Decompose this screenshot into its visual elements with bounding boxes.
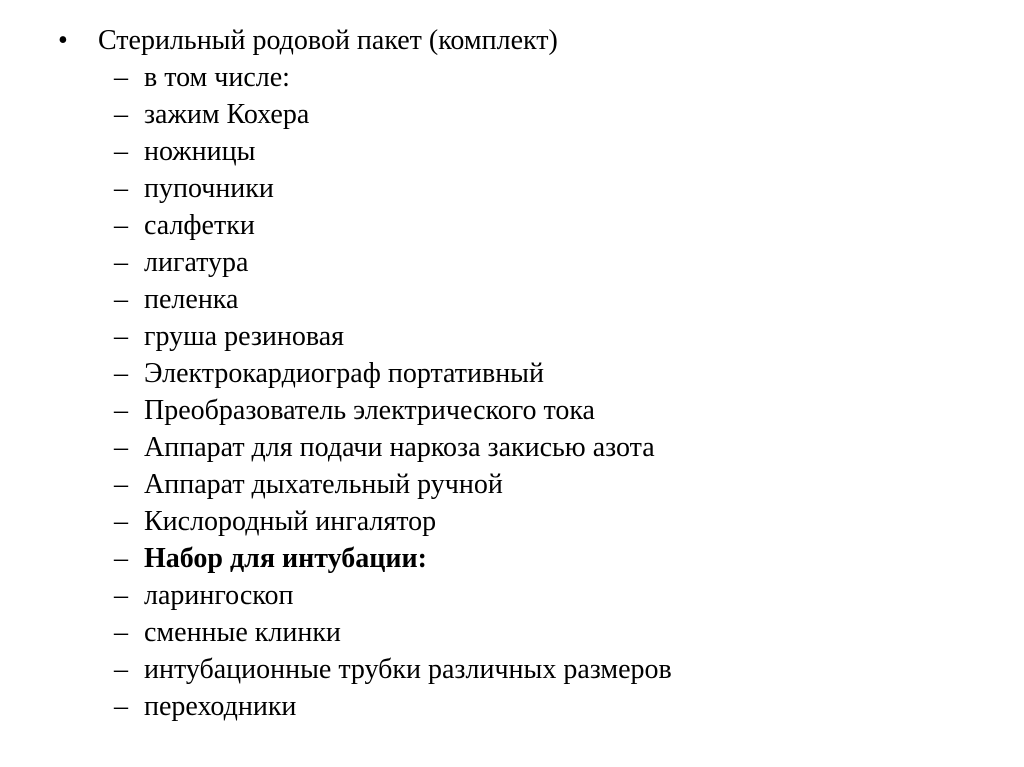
list-item-text: пупочники xyxy=(144,173,274,204)
list-item-text: Аппарат для подачи наркоза закисью азота xyxy=(144,432,655,463)
dash-marker: – xyxy=(114,691,128,722)
list-item-text: лигатура xyxy=(144,247,249,278)
dash-marker: – xyxy=(114,284,128,315)
dash-marker: – xyxy=(114,173,128,204)
list-item-text: Кислородный ингалятор xyxy=(144,506,437,537)
dash-marker: – xyxy=(114,506,128,537)
dash-marker: – xyxy=(114,247,128,278)
list-item-text: зажим Кохера xyxy=(144,99,310,130)
list-item-text: Стерильный родовой пакет (комплект) xyxy=(98,25,558,56)
dash-marker: – xyxy=(114,321,128,352)
dash-marker: – xyxy=(114,99,128,130)
list-item-text: пеленка xyxy=(144,284,239,315)
list-item-text: Набор для интубации: xyxy=(144,543,428,574)
list-item-text: ларингоскоп xyxy=(144,580,294,611)
dash-marker: – xyxy=(114,654,128,685)
dash-marker: – xyxy=(114,432,128,463)
dash-marker: – xyxy=(114,395,128,426)
list-item-text: переходники xyxy=(144,691,297,722)
bullet-marker: • xyxy=(58,25,68,56)
list-item-text: сменные клинки xyxy=(144,617,341,648)
list-item-text: в том числе: xyxy=(144,62,290,93)
dash-marker: – xyxy=(114,136,128,167)
list-item-text: Электрокардиограф портативный xyxy=(144,358,544,389)
list-item-text: интубационные трубки различных размеров xyxy=(144,654,672,685)
list-item-text: Аппарат дыхательный ручной xyxy=(144,469,503,500)
dash-marker: – xyxy=(114,469,128,500)
list-item-text: салфетки xyxy=(144,210,255,241)
dash-marker: – xyxy=(114,358,128,389)
dash-marker: – xyxy=(114,580,128,611)
list-item-text: Преобразователь электрического тока xyxy=(144,395,595,426)
dash-marker: – xyxy=(114,62,128,93)
list-item-text: ножницы xyxy=(144,136,256,167)
dash-marker: – xyxy=(114,543,128,574)
dash-marker: – xyxy=(114,617,128,648)
dash-marker: – xyxy=(114,210,128,241)
list-item-text: груша резиновая xyxy=(144,321,345,352)
